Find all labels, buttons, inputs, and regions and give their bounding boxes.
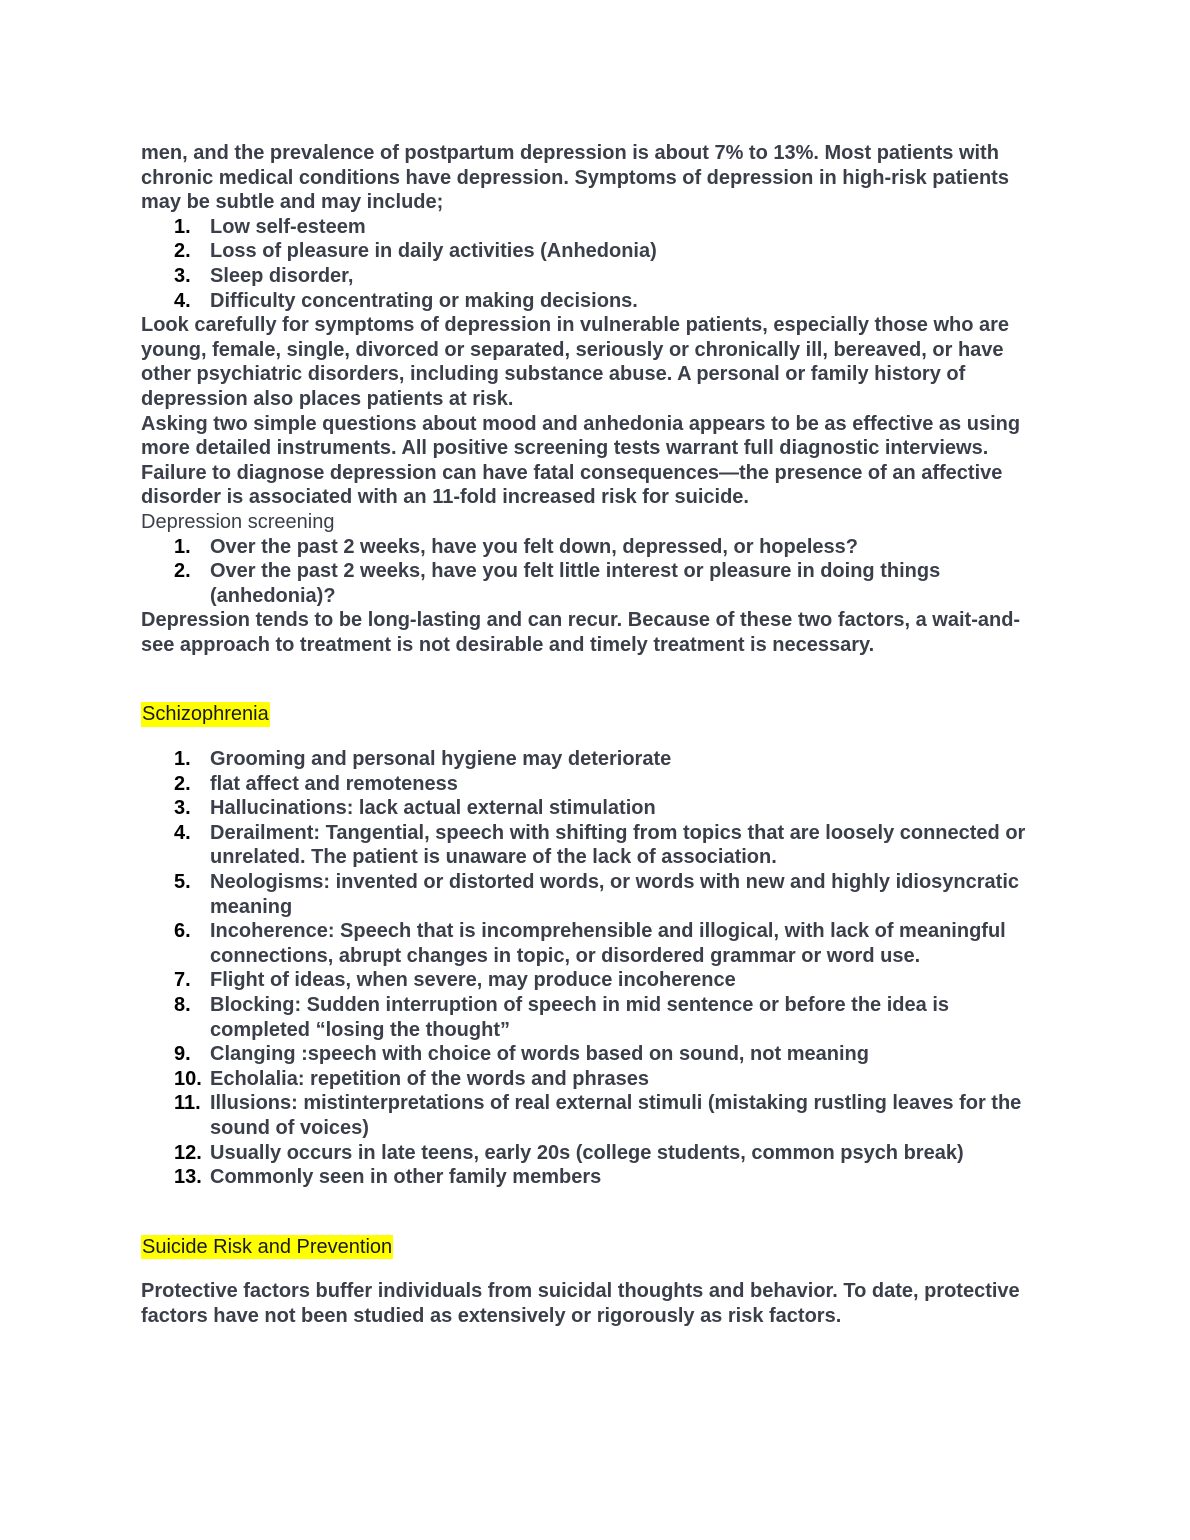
list-item — [141, 1067, 1051, 1092]
list-text: Blocking: Sudden interruption of speech in mid sentence or before the idea is completed “losing the thought” — [210, 994, 949, 1041]
depression-intro-paragraph: men, and the prevalence of postpartum depression is about 7% to 13%. Most patients with chronic medical conditions have depression. Symptoms of depression in high-risk patients may be subtle and may include; — [141, 142, 1009, 214]
list-item — [141, 870, 1051, 919]
list-text: Clanging :speech with choice of words based on sound, not meaning — [210, 1043, 869, 1066]
list-item — [141, 1165, 1051, 1190]
list-item — [141, 1042, 1051, 1067]
document-page — [141, 141, 1051, 1329]
list-text: Sleep disorder, — [210, 264, 354, 287]
list-text: Loss of pleasure in daily activities (Anhedonia) — [210, 240, 657, 263]
depression-symptoms-list — [141, 215, 1051, 313]
list-item — [141, 1091, 1051, 1140]
schizophrenia-heading: Schizophrenia — [142, 703, 269, 726]
list-text: Commonly seen in other family members — [210, 1166, 602, 1189]
list-item — [141, 747, 1051, 772]
list-text: Difficulty concentrating or making decisions. — [210, 289, 638, 312]
list-item — [141, 796, 1051, 821]
list-number: 10. — [174, 1067, 202, 1090]
list-number: 11. — [174, 1092, 201, 1115]
list-item — [141, 289, 1051, 314]
list-number: 4. — [174, 289, 191, 312]
list-number: 7. — [174, 969, 191, 992]
list-item — [141, 535, 1051, 560]
list-number: 1. — [174, 748, 191, 771]
list-number: 13. — [174, 1166, 202, 1189]
list-item — [141, 821, 1051, 870]
list-text: Flight of ideas, when severe, may produce incoherence — [210, 969, 736, 992]
suicide-heading: Suicide Risk and Prevention — [142, 1235, 393, 1258]
list-item — [141, 919, 1051, 968]
list-number: 6. — [174, 920, 191, 943]
list-number: 3. — [174, 797, 191, 820]
schizophrenia-list — [141, 747, 1051, 1190]
list-number: 5. — [174, 871, 191, 894]
list-number: 2. — [174, 240, 191, 263]
list-item — [141, 239, 1051, 264]
list-text: Low self-esteem — [210, 215, 366, 238]
list-text: Grooming and personal hygiene may deteriorate — [210, 748, 672, 771]
list-number: 4. — [174, 821, 191, 844]
list-text: Over the past 2 weeks, have you felt little interest or pleasure in doing things (anhedonia)? — [210, 560, 941, 607]
list-number: 3. — [174, 264, 191, 287]
list-item — [141, 264, 1051, 289]
list-number: 9. — [174, 1043, 191, 1066]
list-number: 1. — [174, 535, 191, 558]
screening-paragraph: Asking two simple questions about mood and anhedonia appears to be as effective as using more detailed instruments. All positive screening tests warrant full diagnostic interviews. Failure to diagnose depression can have fatal consequences—the presence of an affective disorder is associated with an 11-fold increased risk for suicide. — [141, 412, 1021, 509]
depression-conclusion-paragraph: Depression tends to be long-lasting and can recur. Because of these two factors, a wait-and-see approach to treatment is not desirable and timely treatment is necessary. — [141, 609, 1021, 656]
list-item — [141, 215, 1051, 240]
vulnerable-patients-paragraph: Look carefully for symptoms of depression in vulnerable patients, especially those who are young, female, single, divorced or separated, seriously or chronically ill, bereaved, or have other psychiatric disorders, including substance abuse. A personal or family history of depression also places patients at risk. — [141, 314, 1010, 410]
list-item — [141, 772, 1051, 797]
list-text: flat affect and remoteness — [210, 772, 458, 795]
list-number: 12. — [174, 1141, 202, 1164]
list-number: 2. — [174, 772, 191, 795]
list-item — [141, 1141, 1051, 1166]
list-number: 1. — [174, 215, 191, 238]
list-text: Illusions: mistinterpretations of real external stimuli (mistaking rustling leaves for the sound of voices) — [210, 1092, 1022, 1139]
list-item — [141, 993, 1051, 1042]
list-text: Neologisms: invented or distorted words, or words with new and highly idiosyncratic meaning — [210, 871, 1019, 918]
list-text: Incoherence: Speech that is incomprehensible and illogical, with lack of meaningful connections, abrupt changes in topic, or disordered grammar or word use. — [210, 920, 1006, 967]
list-number: 8. — [174, 994, 191, 1016]
list-number: 2. — [174, 560, 191, 583]
suicide-protective-factors-paragraph: Protective factors buffer individuals from suicidal thoughts and behavior. To date, protective factors have not been studied as extensively or rigorously as risk factors. — [141, 1280, 1020, 1327]
screening-questions-list — [141, 535, 1051, 609]
list-text: Usually occurs in late teens, early 20s (college students, common psych break) — [210, 1141, 964, 1164]
list-text: Over the past 2 weeks, have you felt down, depressed, or hopeless? — [210, 535, 858, 558]
depression-screening-label: Depression screening — [141, 510, 335, 533]
list-item — [141, 968, 1051, 993]
list-text: Echolalia: repetition of the words and phrases — [210, 1067, 649, 1090]
list-text: Hallucinations: lack actual external stimulation — [210, 797, 656, 820]
list-text: Derailment: Tangential, speech with shifting from topics that are loosely connected or unrelated. The patient is unaware of the lack of association. — [210, 821, 1026, 869]
list-item — [141, 559, 1051, 608]
